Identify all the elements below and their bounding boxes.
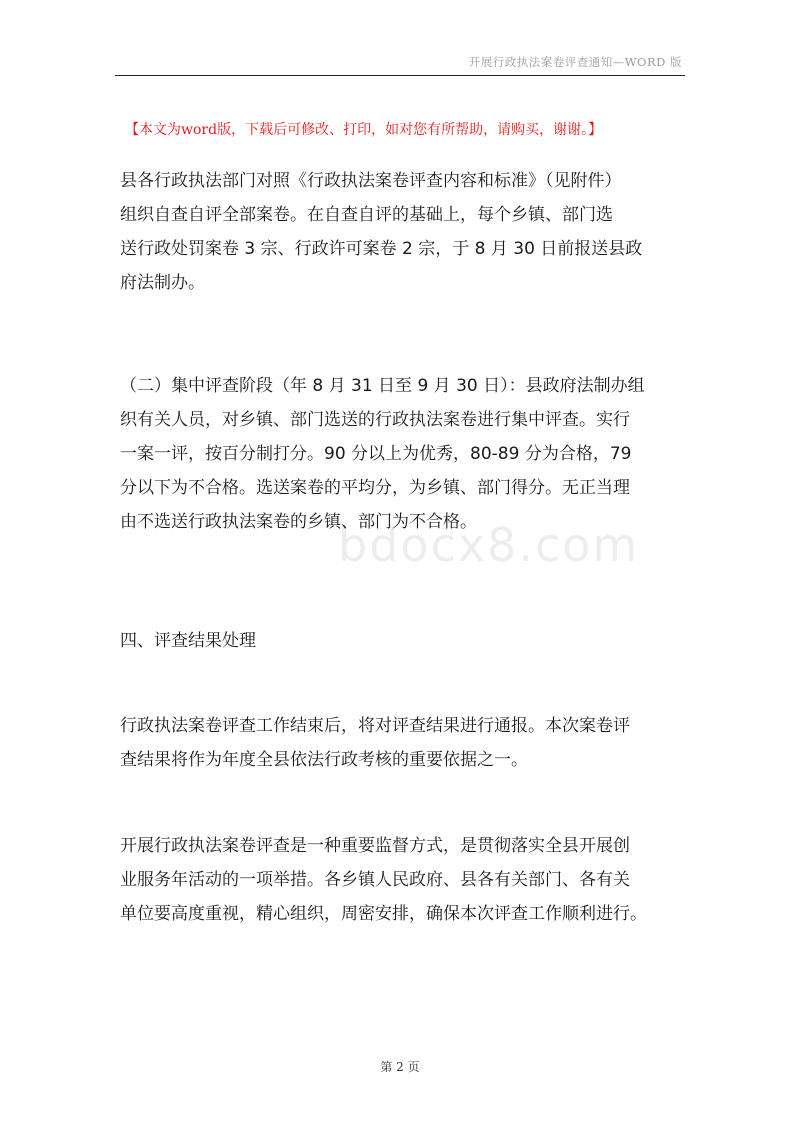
header-divider	[115, 75, 685, 76]
section-heading-results: 四、评查结果处理	[120, 631, 256, 651]
paragraph-centralized-review: （二）集中评查阶段（年 8 月 31 日至 9 月 30 日）：县政府法制办组 织有关人员，对乡镇、部门选送的行政执法案卷进行集中评查。实行 一案一评，按百分制打分。90 分以上为优秀，80-89 分为合格，79 分以下为不合格。选送案卷的平均分，为乡镇、部门得分。无正当理 由不选送行政执法案卷的乡镇、部门为不合格。	[120, 376, 645, 532]
paragraph-results-notification: 行政执法案卷评查工作结束后，将对评查结果进行通报。本次案卷评 查结果将作为年度全县依法行政考核的重要依据之一。	[120, 716, 630, 770]
paragraph-conclusion: 开展行政执法案卷评查是一种重要监督方式，是贯彻落实全县开展创 业服务年活动的一项举措。各乡镇人民政府、县各有关部门、各有关 单位要高度重视，精心组织，周密安排，确保本次评查工作顺利进行。	[120, 836, 647, 924]
watermark: bdocx8.com	[338, 518, 640, 572]
paragraph-self-review: 县各行政执法部门对照《行政执法案卷评查内容和标准》（见附件） 组织自查自评全部案卷。在自查自评的基础上，每个乡镇、部门选 送行政处罚案卷 3 宗、行政许可案卷 2 宗，于 8 月 30 日前报送县政 府法制办。	[120, 171, 643, 293]
page-number: 第 2 页	[380, 1060, 420, 1074]
page-header-title: 开展行政执法案卷评查通知—WORD 版	[468, 55, 682, 69]
download-notice: 【本文为word版，下载后可修改、打印，如对您有所帮助，请购买，谢谢。】	[125, 122, 603, 138]
